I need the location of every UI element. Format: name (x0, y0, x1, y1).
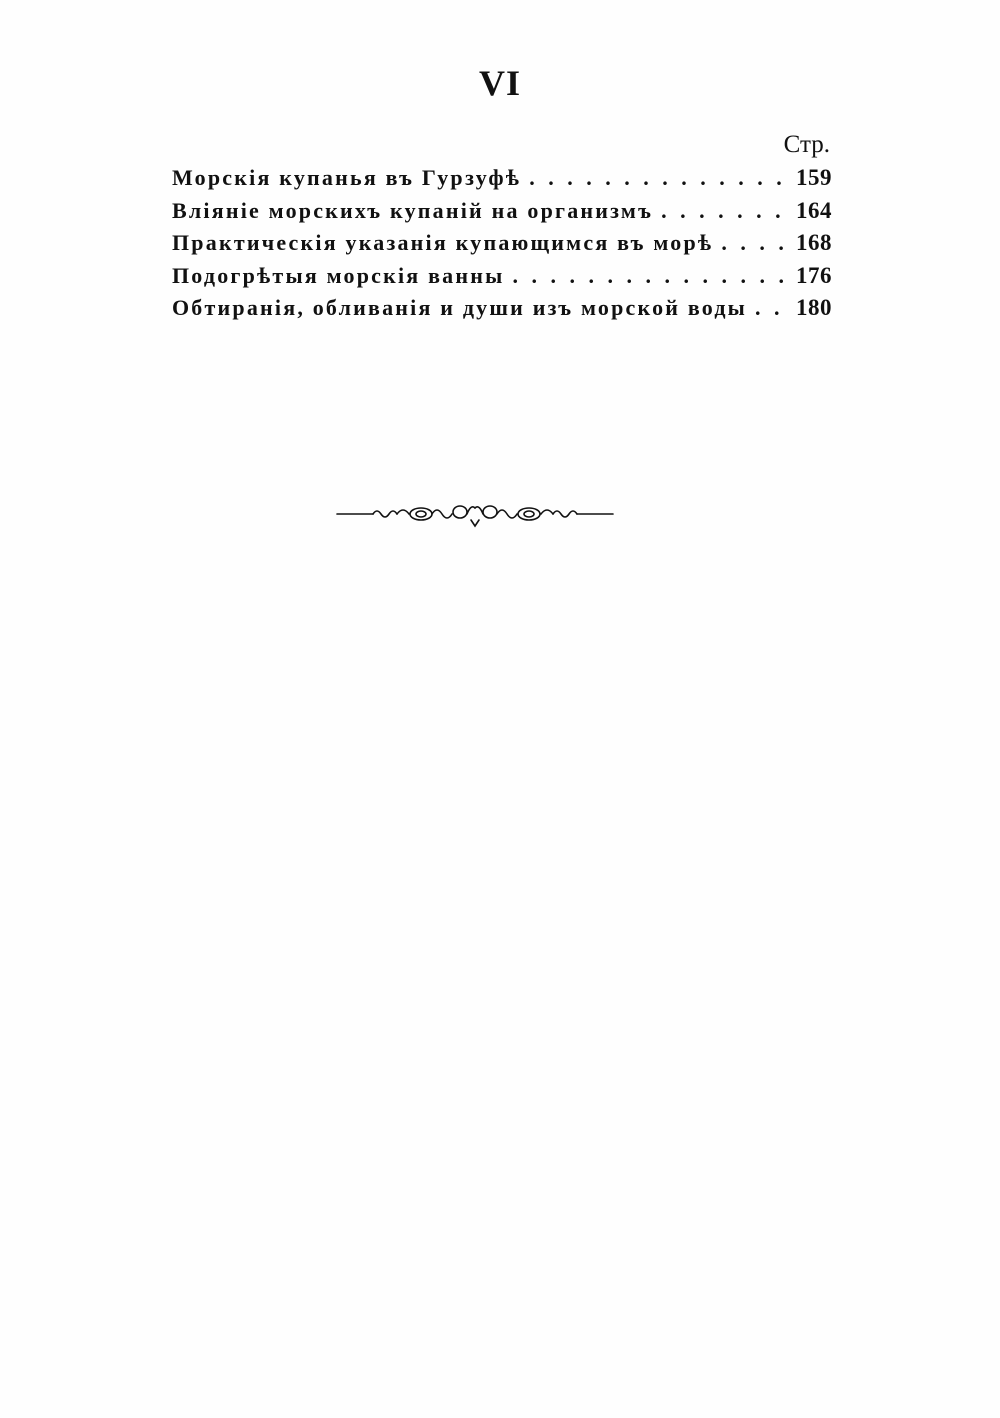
toc-entry-title: Вліяніе морскихъ купаній на организмъ (172, 197, 654, 223)
toc-row (172, 260, 832, 293)
toc-entry-title: Подогрѣтыя морскія ванны (172, 262, 505, 288)
page-column-header: Стр. (783, 131, 830, 158)
dot-leader (713, 227, 790, 260)
toc-entry-title: Обтиранія, обливанія и души изъ морской воды (172, 295, 748, 321)
dot-leader (505, 260, 790, 293)
toc-row (172, 227, 832, 260)
page-number: VI (478, 63, 521, 103)
toc-entry-page: 159 (796, 165, 832, 190)
toc-row (172, 195, 832, 228)
toc-entry-page: 164 (796, 197, 832, 223)
toc-entry-page: 180 (796, 295, 832, 321)
toc-row (172, 292, 832, 325)
toc-entry-page: 176 (796, 262, 832, 288)
toc-entry-title: Практическія указанія купающимся въ морѣ (172, 230, 714, 256)
toc-entry-title: Морскія купанья въ Гурзуфѣ (172, 165, 522, 190)
table-of-contents (172, 128, 832, 325)
toc-row (172, 162, 832, 195)
decorative-vignette-icon (335, 498, 615, 530)
dot-leader (747, 292, 790, 325)
dot-leader (653, 195, 790, 228)
toc-entry-page: 168 (796, 230, 832, 256)
dot-leader (521, 162, 790, 195)
